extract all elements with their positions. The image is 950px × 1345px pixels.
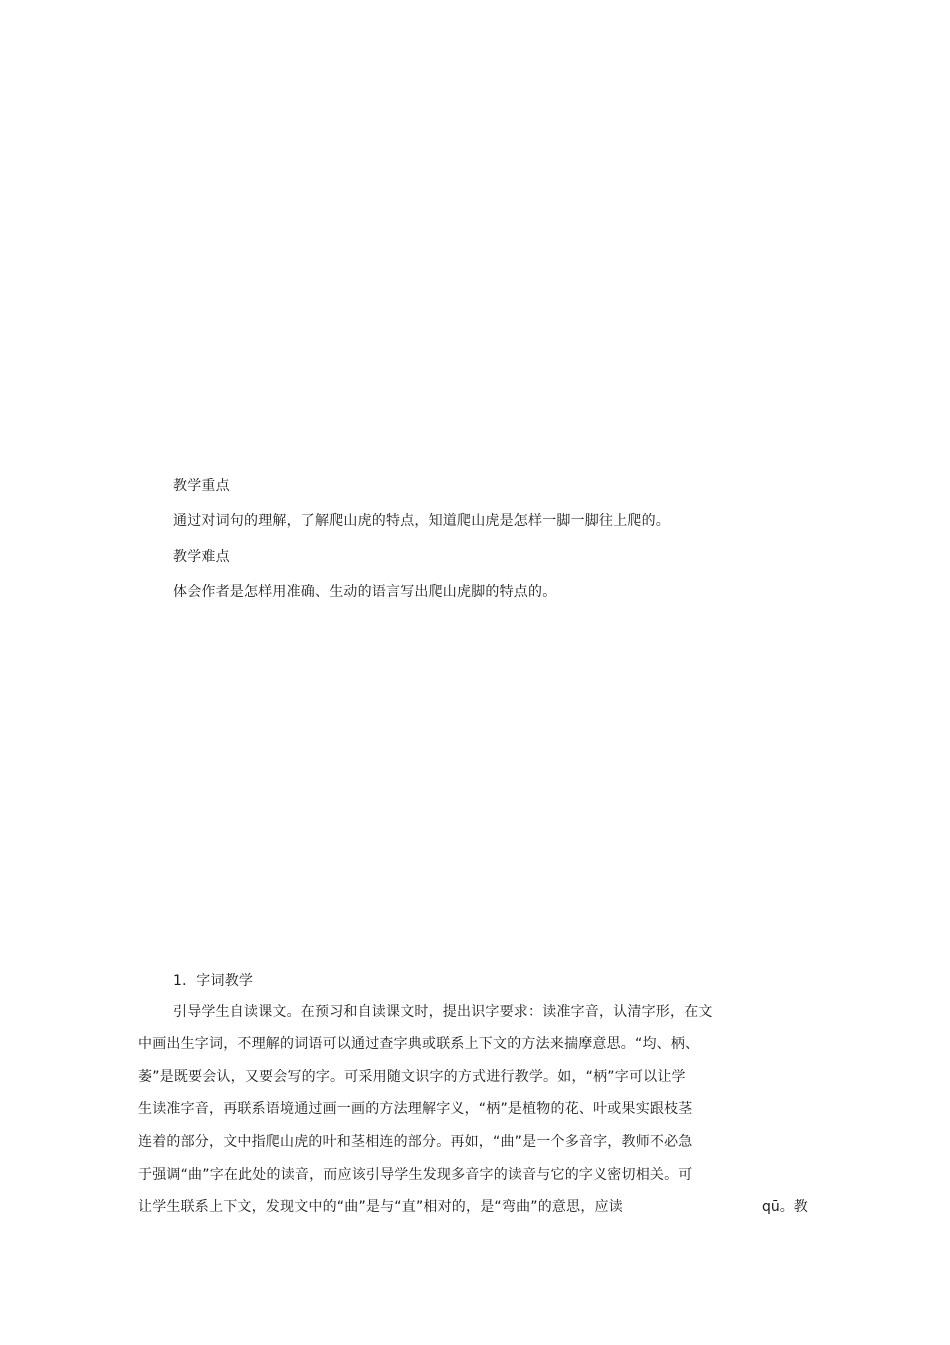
vocab-paragraph-line: 萎”是既要会认，又要会写的字。可采用随文识字的方式进行教学。如，“柄”字可以让学	[138, 1069, 686, 1085]
vocab-pinyin-tail: qū。教	[762, 1199, 808, 1215]
difficulties-heading: 教学难点	[173, 549, 230, 565]
key-points-heading: 教学重点	[173, 478, 230, 494]
key-points-text: 通过对词句的理解，了解爬山虎的特点，知道爬山虎是怎样一脚一脚往上爬的。	[173, 513, 670, 529]
vocab-paragraph-line: 生读准字音，再联系语境通过画一画的方法理解字义，“柄”是植物的花、叶或果实跟枝茎	[138, 1101, 693, 1117]
difficulties-text: 体会作者是怎样用准确、生动的语言写出爬山虎脚的特点的。	[173, 584, 557, 600]
vocab-heading: 1．字词教学	[173, 973, 254, 989]
vocab-paragraph-line: 中画出生字词，不理解的词语可以通过查字典或联系上下文的方法来揣摩意思。“均、柄、	[138, 1036, 700, 1052]
vocab-paragraph-line: 引导学生自读课文。在预习和自读课文时，提出识字要求：读准字音，认清字形，在文	[173, 1004, 713, 1020]
vocab-paragraph-line: 于强调“曲”字在此处的读音，而应该引导学生发现多音字的读音与它的字义密切相关。可	[138, 1167, 693, 1183]
vocab-paragraph-line: 连着的部分，文中指爬山虎的叶和茎相连的部分。再如，“曲”是一个多音字，教师不必急	[138, 1134, 693, 1150]
vocab-paragraph-line: 让学生联系上下文，发现文中的“曲”是与“直”相对的，是“弯曲”的意思，应读	[138, 1199, 623, 1215]
